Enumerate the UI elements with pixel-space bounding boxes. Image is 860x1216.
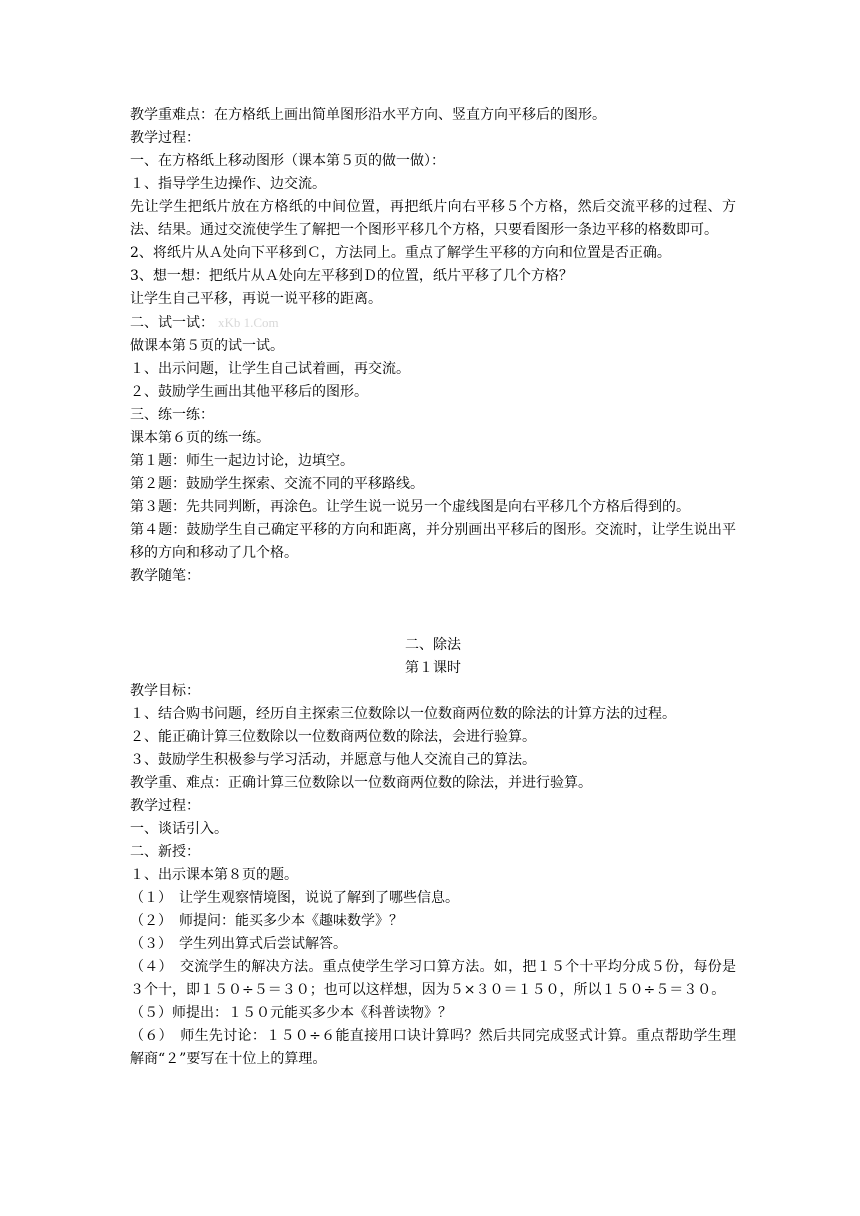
part3-heading: 三、练一练： (130, 407, 214, 423)
intro-heading: 一、谈话引入。 (130, 821, 228, 837)
part2-item1: １、出示问题，让学生自己试着画，再交流。 (130, 361, 410, 377)
part1-heading: 一、在方格纸上移动图形（课本第５页的做一做）： (130, 153, 445, 169)
part1-paragraph: 先让学生把纸片放在方格纸的中间位置，再把纸片向右平移５个方格，然后交流平移的过程、方法、结果。通过交流使学生了解把一个图形平移几个方格，只要看图形一条边平移的格数即可。 (130, 199, 736, 238)
part1-item2: 2、将纸片从Ａ处向下平移到Ｃ，方法同上。重点了解学生平移的方向和位置是否正确。 (130, 245, 671, 261)
goal-2: ２、能正确计算三位数除以一位数商两位数的除法，会进行验算。 (130, 729, 536, 745)
sub-item-3: （３） 学生列出算式后尝试解答。 (130, 936, 347, 952)
notes-heading: 教学随笔： (130, 568, 200, 584)
part1-item3: 3、想一想：把纸片从Ａ处向左平移到Ｄ的位置，纸片平移了几个方格？ (130, 268, 573, 284)
question-3: 第３题：先共同判断，再涂色。让学生说一说另一个虚线图是向右平移几个方格后得到的。 (130, 499, 690, 515)
key-difficulty-line: 教学重难点：在方格纸上画出简单图形沿水平方向、竖直方向平移后的图形。 (130, 107, 606, 123)
question-1: 第１题：师生一起边讨论，边填空。 (130, 453, 354, 469)
part3-line1: 课本第６页的练一练。 (130, 430, 270, 446)
lesson-title: 第１课时 (405, 660, 461, 676)
sub-item-5: （５）师提出：１５０元能买多少本《科普读物》？ (130, 1005, 452, 1021)
question-2: 第２题：鼓励学生探索、交流不同的平移路线。 (130, 476, 424, 492)
chapter-title: 二、除法 (405, 637, 461, 653)
part2-item2: ２、鼓励学生画出其他平移后的图形。 (130, 384, 368, 400)
sub-item-1: （１） 让学生观察情境图，说说了解到了哪些信息。 (130, 890, 459, 906)
goals-heading: 教学目标： (130, 683, 200, 699)
new-lesson-heading: 二、新授： (130, 844, 200, 860)
process-heading: 教学过程： (130, 130, 200, 146)
sub-item-2: （２） 师提问：能买多少本《趣味数学》？ (130, 913, 403, 929)
part2-line1: 做课本第５页的试一试。 (130, 338, 284, 354)
key-difficulty-2: 教学重、难点：正确计算三位数除以一位数商两位数的除法，并进行验算。 (130, 775, 592, 791)
sub-item-6: （６） 师生先讨论：１５０÷６能直接用口诀计算吗？然后共同完成竖式计算。重点帮助学生理解商“２”要写在十位上的算理。 (130, 1028, 736, 1067)
goal-3: ３、鼓励学生积极参与学习活动，并愿意与他人交流自己的算法。 (130, 752, 536, 768)
new-lesson-item1: １、出示课本第８页的题。 (130, 867, 298, 883)
document-content (130, 104, 736, 1071)
watermark-text: xKb 1.Com (218, 315, 279, 330)
question-4: 第４题：鼓励学生自己确定平移的方向和距离，并分别画出平移后的图形。交流时，让学生说出平移的方向和移动了几个格。 (130, 522, 736, 561)
part2-heading-row (130, 311, 736, 335)
part1-item3-note: 让学生自己平移，再说一说平移的距离。 (130, 291, 382, 307)
process-heading-2: 教学过程： (130, 798, 200, 814)
part2-heading: 二、试一试： (130, 315, 214, 331)
part1-item1: １、指导学生边操作、边交流。 (130, 176, 326, 192)
section-spacer (130, 588, 736, 634)
goal-1: １、结合购书问题，经历自主探索三位数除以一位数商两位数的除法的计算方法的过程。 (130, 706, 676, 722)
sub-item-4: （４） 交流学生的解决方法。重点使学生学习口算方法。如，把１５个十平均分成５份，每份是３个十，即１５０÷５＝３０；也可以这样想，因为５×３０＝１５０，所以１５０÷５＝３０。 (130, 959, 736, 998)
